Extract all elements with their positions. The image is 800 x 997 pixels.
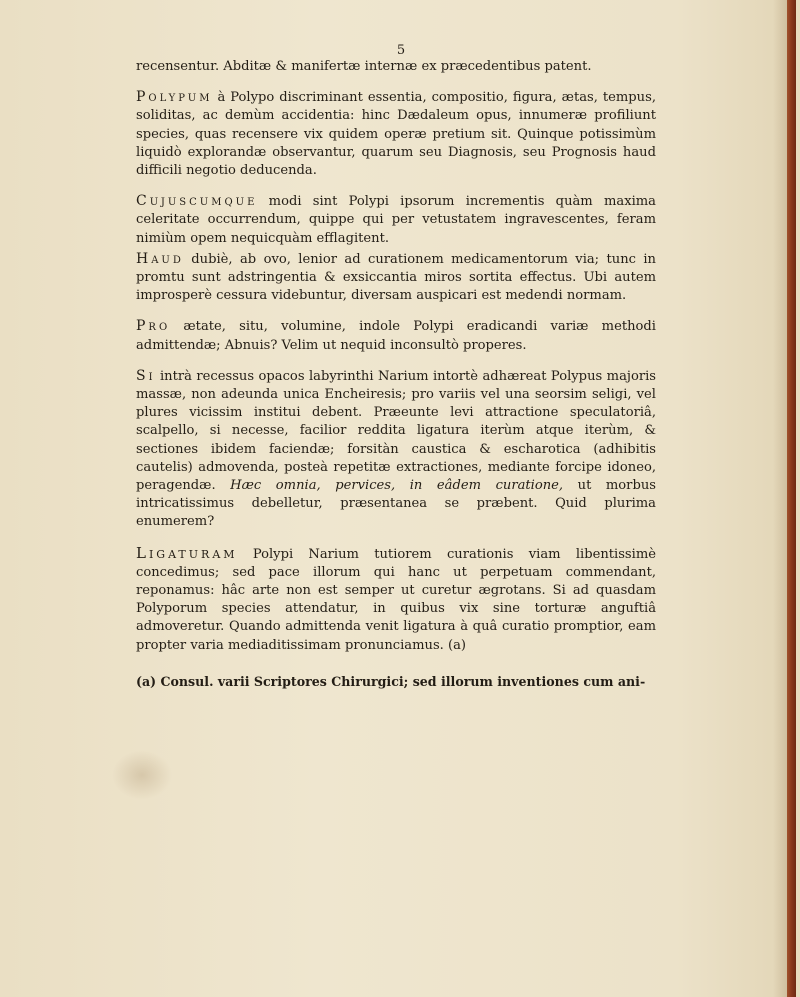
paragraph-3 [136, 250, 656, 306]
page-gutter-shadow [773, 0, 787, 997]
paragraph-text: dubiè, ab ovo, lenior ad curationem medicamentorum via; tunc in promtu sunt adstringentia & exsiccantia miros sortita effectus. Ubi autem improsperè cessura videbuntur, diversam auspicari est medendi normam. [136, 251, 656, 304]
paragraph-5 [136, 367, 656, 532]
paragraph-italic: Hæc omnia, pervices, in eâdem curatione, [230, 478, 564, 494]
paragraph-text-continued: ut morbus intricatissimus debelletur, præsentanea se præbent. Quid plurima enumerem? [136, 478, 656, 530]
paragraph-4 [136, 317, 656, 354]
paragraph-text: intrà recessus opacos labyrinthi Narium intortè adhæreat Polypus majoris massæ, non adeunda unica Encheiresis; pro variis vel una seorsim seligi, vel plures vicissim institui debent. Præeunte levi attractione speculatoriâ, scalpello, si necesse, facilior reddita ligatura iterùm atque iterùm, & sectiones ibidem faciendæ; forsitàn caustica & escharotica (adhibitis cautelis) admovenda, posteà repetitæ extractiones, mediante forcipe idoneo, peragendæ. [136, 368, 656, 494]
paragraph-1 [136, 88, 656, 180]
paper-stain [112, 750, 172, 800]
paragraph-text: Polypi Narium tutiorem curationis viam libentissimè concedimus; sed pace illorum qui hanc ut perpetuam commendant, reponamus: hâc arte non est semper ut curetur ægrotans. Si ad quasdam Polyporum species attendatur, in quibus vix sine torturæ anguftiâ admoveretur. Quando admittenda venit ligatura à quâ curatio promptior, eam propter varia mediaditissimam pronunciamus. (a) [136, 546, 656, 653]
book-edge [787, 0, 796, 997]
paragraph-lead: Haud [136, 250, 184, 267]
text-block [136, 44, 656, 691]
paragraph-intro: recensentur. Abditæ & manifertæ internæ ex præcedentibus patent. [136, 59, 592, 74]
paragraph-lead: Ligaturam [136, 543, 238, 562]
paragraph-text: modi sint Polypi ipsorum incrementis quàm maxima celeritate occurrendum, quippe qui per vetustatem ingravescentes, feram nimiùm opem nequicquàm efflagitent. [136, 194, 656, 246]
paragraph-2 [136, 192, 656, 248]
paragraph-text: à Polypo discriminant essentia, compositio, figura, ætas, tempus, soliditas, ac demùm accidentia: hinc Dædaleum opus, innumeræ profiliunt species, quas recensere vix quidem operæ pretium sit. Quinque potissimùm liquidò explorandæ observantur, quarum seu Diagnosis, seu Prognosis haud difficili negotio deducenda. [136, 90, 656, 179]
footnote: (a) Consul. varii Scriptores Chirurgici; sed illorum inventiones cum ani- [136, 673, 646, 689]
paragraph-text: ætate, situ, volumine, indole Polypi eradicandi variæ methodi admittendæ; Abnuis? Velim ut nequid inconsultò properes. [136, 319, 656, 353]
paragraph-6 [136, 544, 656, 655]
paragraph-lead: Cujuscumque [136, 193, 258, 210]
paragraph-lead: Polypum [136, 89, 213, 106]
page-number: 5 [396, 43, 406, 58]
paragraph-lead: Si [136, 367, 156, 384]
paragraph-lead: Pro [136, 318, 171, 335]
